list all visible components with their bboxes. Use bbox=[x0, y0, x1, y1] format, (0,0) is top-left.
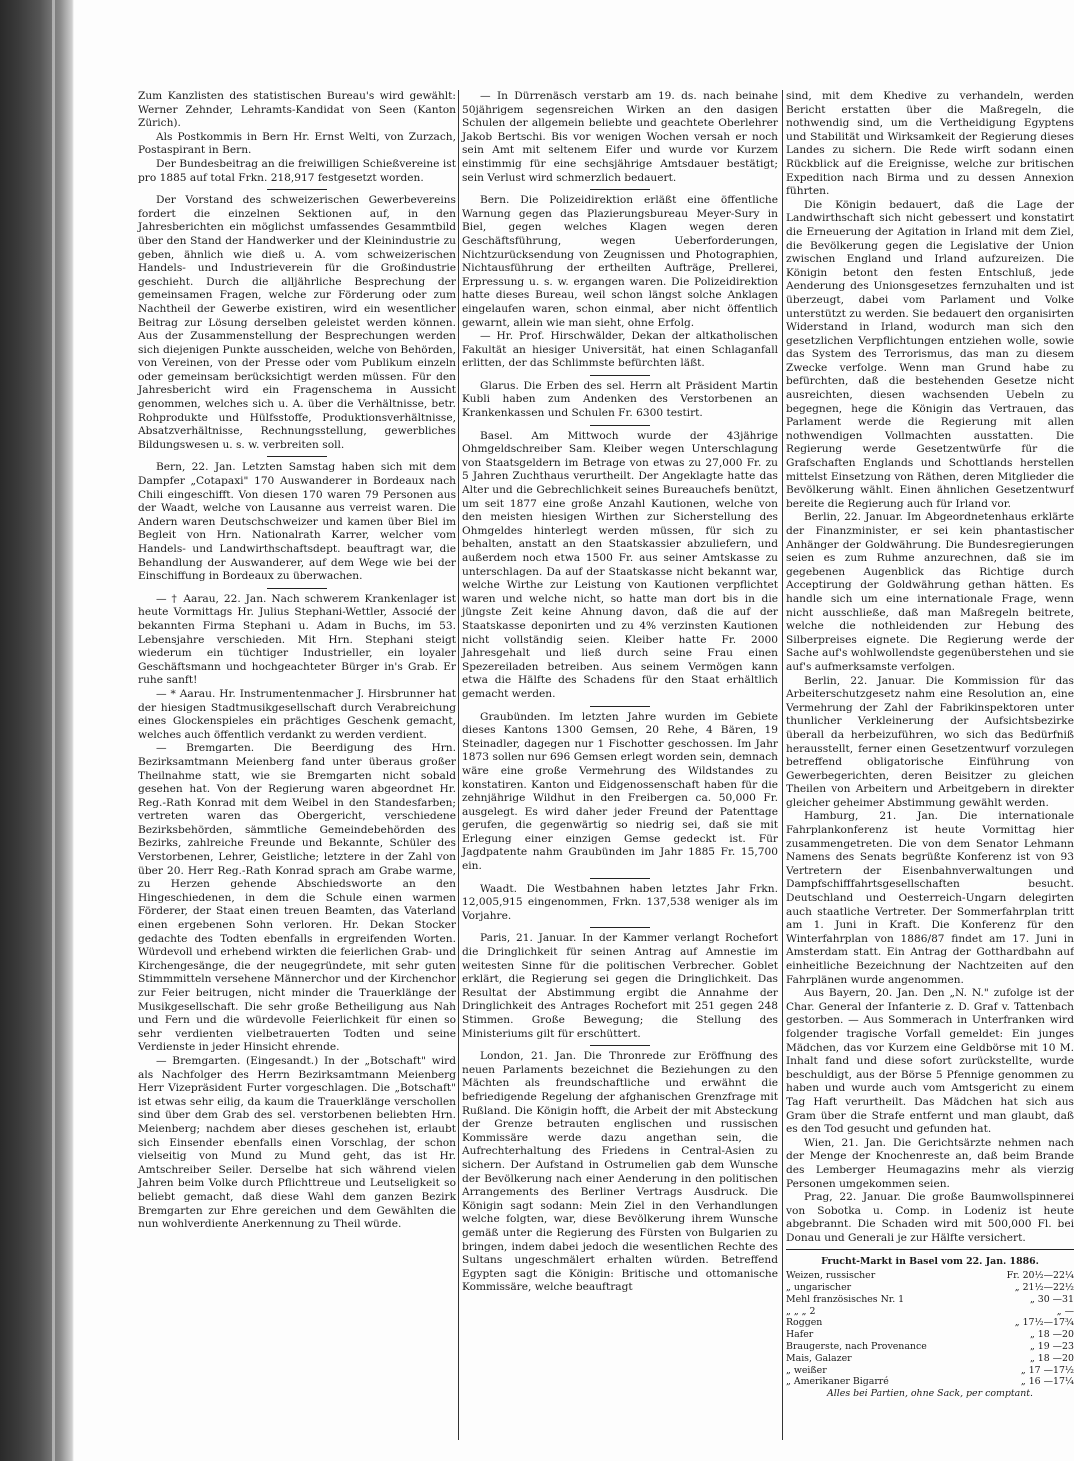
market-value: „ 21½—22½ bbox=[1014, 1282, 1074, 1294]
market-label: Braugerste, nach Provenance bbox=[786, 1341, 927, 1353]
article: Basel. Am Mittwoch wurde der 43jährige Ohmgeldschreiber Sam. Kleiber wegen Unterschlagung von Staatsgeldern im Betrage von etwas zu 27,000 Fr. zu 5 Jahren Zuchthaus verurtheilt. Der Angeklagte hatte das Alter und die Gebrechlichkeit seines Bureauchefs benützt, um seit 1877 eine große Anzahl Kautionen, welche von den meisten hiesigen Wirthen zur Sicherstellung des Ohmgeldes hinterlegt werden müssen, für sich zu behalten, anstatt an den Staatskassier abzuliefern, und außerdem noch etwa 1500 Fr. aus seiner Amtskasse zu unterschlagen. Da auf der Staatskasse nicht bekannt war, welche Wirthe zur Leistung von Kautionen verpflichtet waren und welche nicht, so hatte man dort bis in die jüngste Zeit keine Ahnung davon, daß die auf der Staatskasse deponirten und zu 4% verzinsten Kautionen nicht vollständig seien. Kleiber hatte Fr. 2000 Jahresgehalt und ließ durch seine Frau einen Spezereiladen betreiben. Aus seinem Vermögen kann etwa die Hälfte des Schadens für den Staat erhältlich gemacht werden. bbox=[462, 429, 778, 700]
separator bbox=[590, 189, 650, 190]
binding-edge bbox=[0, 0, 74, 1461]
market-label: „ weißer bbox=[786, 1364, 827, 1376]
table-row bbox=[786, 1282, 1074, 1294]
article: Der Vorstand des schweizerischen Gewerbevereins fordert die einzelnen Sektionen auf, in den Jahresberichten ein möglichst umfassendes Gesammtbild über den Stand der Handwerker und der Kleinindustrie zu geben, ähnlich wie dieß u. A. vom schweizerischen Handels- und Industrieverein für die Großindustrie geschieht. Durch die alljährliche Besprechung der gemeinsamen Fragen, welche zur Förderung oder zum Nachtheil der Gewerbe existiren, wird ein wesentlicher Beitrag zur Lösung derselben geleistet werden können. Aus der Zusammenstellung der Besprechungen werden sich diejenigen Punkte ausscheiden, welche von Behörden, von Vereinen, von der Presse oder vom Publikum einzeln oder gemeinsam berücksichtigt werden müssen. Für den Jahresbericht wird ein Fragenschema in Aussicht genommen, welches sich u. A. über die Verhältnisse, betr. Rohprodukte und Hülfsstoffe, Produktionsverhältnisse, Absatzverhältnisse, Rechnungsstellung, gewerbliches Bildungswesen u. s. w. verbreiten soll. bbox=[138, 194, 456, 451]
market-value: „ — bbox=[1056, 1305, 1074, 1317]
article: Aus Bayern, 20. Jan. Den „N. N." zufolge ist der Char. General der Infanterie z. D. Graf v. Tattenbach gestorben. — Aus Sommerach in Unterfranken wird folgender tragische Vorfall gemeldet: Ein junges Mädchen, das vor Kurzem eine Geldbörse mit 10 M. Inhalt fand und diese sofort zurückstellte, wurde beschuldigt, aus der Börse 5 Pfennige genommen zu haben und wurde auch vom Amtsgericht zu einem Tag Haft verurtheilt. Das Mädchen hat sich aus Gram über die Strafe entfernt und man glaubt, daß es den Tod gesucht und gefunden hat. bbox=[786, 987, 1074, 1136]
separator bbox=[267, 456, 327, 457]
column-3 bbox=[786, 90, 1074, 1460]
market-table bbox=[786, 1270, 1074, 1388]
separator bbox=[267, 588, 327, 589]
market-note: Alles bei Partien, ohne Sack, per comptant. bbox=[827, 1388, 1033, 1400]
market-value: Fr. 20½—22¼ bbox=[1006, 1270, 1074, 1282]
table-row bbox=[786, 1270, 1074, 1282]
newspaper-page bbox=[86, 72, 1074, 1457]
market-label: „ „ „ 2 bbox=[786, 1305, 816, 1317]
article: Wien, 21. Jan. Die Gerichtsärzte nehmen nach der Menge der Knochenreste an, daß beim Brande des Lemberger Heumagazins mehr als vierzig Personen umgekommen seien. bbox=[786, 1136, 1074, 1190]
market-value: „ 17½—17¾ bbox=[1014, 1317, 1074, 1329]
column-1 bbox=[138, 90, 456, 1460]
article: — Hr. Prof. Hirschwälder, Dekan der altkatholischen Fakultät an hiesiger Universität, hat einen Schlaganfall erlitten, der das Schlimmste befürchten läßt. bbox=[462, 330, 778, 370]
market-value: „ 16 —17¼ bbox=[1020, 1376, 1074, 1388]
article: Prag, 22. Januar. Die große Baumwollspinnerei von Sobotka u. Comp. in Lodeniz ist heute abgebrannt. Die Schaden wird mit 500,000 Fl. bei Donau und Generali je zur Hälfte versichert. bbox=[786, 1191, 1074, 1244]
article: — Bremgarten. Die Beerdigung des Hrn. Bezirksamtmann Meienberg fand unter überaus großer Theilnahme statt, wie sie Bremgarten nicht sobald gesehen hat. Von der Regierung waren abgeordnet Hr. Reg.-Rath Konrad mit dem Weibel in den Standesfarben; vertreten waren das Obergericht, verschiedene Bezirksbehörden, sämmtliche Gemeindebehörden des Bezirks, zahlreiche Freunde und Bekannte, Schüler des Verstorbenen, Lehrer, Geistliche; letztere in der Zahl von über 20. Herr Reg.-Rath Konrad sprach am Grabe warme, zu Herzen gehende Abschiedsworte an den Hingeschiedenen, in dem die Schule einen warmen Förderer, der Staat einen treuen Beamten, das Vaterland einen ergebenen Sohn verloren. Hr. Dekan Stocker gedachte des Todten ebenfalls in ergreifenden Worten. Würdevoll und erhebend wirkten die feierlichen Grab- und Kirchengesänge, die der neugegründete, mit sehr guten Stimmmitteln versehene Männerchor und der Kirchenchor zur Feier beitrugen, nicht minder die Trauerklänge der Musikgesellschaft. Die sehr große Betheiligung aus Nah und Fern und die würdevolle Feierlichkeit für einen so sehr verdienten vielbetrauerten Todten und seine Verdienste in jeder Hinsicht ehrende. bbox=[138, 742, 456, 1054]
article: Bern. Die Polizeidirektion erläßt eine öffentliche Warnung gegen das Plazierungsbureau Meyer-Sury in Biel, gegen welches Klagen wegen deren Geschäftsführung, wegen Ueberforderungen, Nichtzurücksendung von Zeugnissen und Photographien, Nichtausführung der ertheilten Aufträge, Prellerei, Erpressung u. s. w. ergangen waren. Die Polizeidirektion hatte dieses Bureau, weil schon längst solche Anklagen eingelaufen waren, schon einmal, aber nicht öffentlich gewarnt, allein wie man sieht, ohne Erfolg. bbox=[462, 194, 778, 329]
article: Graubünden. Im letzten Jahre wurden im Gebiete dieses Kantons 1300 Gemsen, 20 Rehe, 4 Bären, 19 Steinadler, dagegen nur 1 Fischotter geschossen. Im Jahr 1873 sollen nur 696 Gemsen erlegt worden sein, demnach wäre eine große Vermehrung des Wildstandes zu konstatiren. Kanton und Eidgenossenschaft haben für die zehnjährige Wildhut in den Freibergen ca. 50,000 Fr. ausgelegt. Es wird daher jeder Freund der Patenttage gerufen, die gegenwärtig so niedrig sei, daß sie mit Erlegung einer einzigen Gemse gedeckt ist. Für Jagdpatente nahm Graubünden im Jahr 1885 Fr. 15,700 ein. bbox=[462, 710, 778, 873]
table-row bbox=[786, 1317, 1074, 1329]
article: Der Bundesbeitrag an die freiwilligen Schießvereine ist pro 1885 auf total Frkn. 218,917 festgesetzt worden. bbox=[138, 157, 456, 184]
market-label: Roggen bbox=[786, 1317, 823, 1329]
separator bbox=[590, 425, 650, 426]
article: — † Aarau, 22. Jan. Nach schwerem Krankenlager ist heute Vormittags Hr. Julius Stephani-Wettler, Associé der bekannten Firma Stephani u. Adam in Buchs, im 53. Lebensjahre verschieden. Mit Hrn. Stephani steigt wiederum ein tüchtiger Industrieller, ein loyaler Geschäftsmann und hochgeachteter Bürger in's Grab. Er ruhe sanft! bbox=[138, 592, 456, 687]
market-value: „ 18 —20 bbox=[1029, 1329, 1074, 1341]
market-value: „ 17 —17½ bbox=[1020, 1364, 1074, 1376]
market-title: Frucht-Markt in Basel vom 22. Jan. 1886. bbox=[821, 1256, 1039, 1268]
market-label: Hafer bbox=[786, 1329, 814, 1341]
article: — In Dürrenäsch verstarb am 19. ds. nach beinahe 50jährigem segensreichen Wirken an den dasigen Schulen der allgemein beliebte und geachtete Oberlehrer Jakob Bertschi. Bis vor wenigen Wochen versah er noch sein Amt mit seltenem Eifer und wurde vor Kurzem einstimmig für eine sechsjährige Amtsdauer bestätigt; sein Verlust wird schmerzlich bedauert. bbox=[462, 90, 778, 184]
article: Die Königin bedauert, daß die Lage der Landwirthschaft sich nicht gebessert und konstatirt die Erneuerung der Agitation in Irland mit dem Ziel, die Bevölkerung gegen die Legislative der Union zwischen England und Irland aufzureizen. Die Königin betont den festen Entschluß, jede Aenderung des Unionsgesetzes fernzuhalten und ist überzeugt, dabei vom Parlament und Volke unterstützt zu werden. Sie bedauert den organisirten Widerstand in Irland, wodurch man sich den gesetzlichen Verpflichtungen entziehen wolle, sowie das System des Terrorismus, das man zu diesem Zwecke verfolge. Wenn man Grund habe zu befürchten, daß die bestehenden Gesetze nicht ausreichten, diesen wachsenden Uebeln zu begegnen, hege die Königin das Vertrauen, das Parlament werde die Regierung mit allen nothwendigen Vollmachten ausstatten. Die Regierung werde Gesetzentwürfe für die Grafschaften Englands und Schottlands herstellen mittelst Einsetzung von Räthen, deren Mitglieder die Bevölkerung wählt. Einen ähnlichen Gesetzentwurf bereite die Regierung auch für Irland vor. bbox=[786, 198, 1074, 510]
article: sind, mit dem Khedive zu verhandeln, werden Bericht erstatten über die Maßregeln, die nothwendig sind, um die Vertheidigung Egyptens und Stabilität und Wirksamkeit der Regierung dieses Landes zu sichern. Die Rede wirft sodann einen Rückblick auf die Ereignisse, welche zur britischen Expedition nach Birma und zu dessen Annexion führten. bbox=[786, 90, 1074, 198]
separator bbox=[267, 189, 327, 190]
article: Paris, 21. Januar. In der Kammer verlangt Rochefort die Dringlichkeit für seinen Antrag auf Amnestie im weitesten Sinne für die politischen Verbrecher. Goblet erklärt, die Regierung sei gegen die Dringlichkeit. Das Resultat der Abstimmung ergibt die Annahme der Dringlichkeit des Antrages Rochefort mit 251 gegen 248 Stimmen. Große Bewegung; die Stellung des Ministeriums gilt für erschüttert. bbox=[462, 932, 778, 1040]
article: Berlin, 22. Januar. Die Kommission für das Arbeiterschutzgesetz nahm eine Resolution an, eine Vermehrung der Zahl der Fabrikinspektoren unter thunlicher Verkleinerung der Aufsichtsbezirke überall da herbeizuführen, wo sich das Bedürfniß herausstellt, ferner einen Gesetzentwurf vorzulegen betreffend obligatorische Einführung von Gewerbegerichten, deren Beisitzer zu gleichen Theilen von Arbeitern und Arbeitgebern in direkter gleicher geheimer Abstimmung gewählt werden. bbox=[786, 674, 1074, 809]
market-label: Mehl französisches Nr. 1 bbox=[786, 1293, 905, 1305]
table-row bbox=[786, 1306, 1074, 1318]
article: — * Aarau. Hr. Instrumentenmacher J. Hirsbrunner hat der hiesigen Stadtmusikgesellschaft durch Verabreichung eines Glockenspieles ein prächtiges Geschenk gemacht, welches auch öffentlich verdankt zu werden verdient. bbox=[138, 687, 456, 741]
column-rule-2 bbox=[782, 90, 783, 1440]
binding-strip bbox=[52, 0, 55, 1461]
market-label: „ ungarischer bbox=[786, 1282, 852, 1294]
article: Bern, 22. Jan. Letzten Samstag haben sich mit dem Dampfer „Cotapaxi" 170 Auswanderer in Bordeaux nach Chili eingeschifft. Von diesen 170 waren 79 Personen aus der Waadt, welche von Lausanne aus verreist waren. Die Andern waren Deutschschweizer und kamen über Biel im Begleit von Hrn. Nationalrath Karrer, welcher vom Handels- und Landwirthschaftsdept. beauftragt war, die Behandlung der Auswanderer, auf dem Wege wie bei der Einschiffung in Bordeaux zu überwachen. bbox=[138, 461, 456, 583]
table-row bbox=[786, 1376, 1074, 1388]
table-row bbox=[786, 1365, 1074, 1377]
market-value: „ 19 —23 bbox=[1029, 1341, 1074, 1353]
article: Zum Kanzlisten des statistischen Bureau's wird gewählt: Werner Zehnder, Lehramts-Kandidat von Seen (Kanton Zürich). bbox=[138, 90, 456, 130]
market-label: Weizen, russischer bbox=[786, 1270, 876, 1282]
market-label: „ Amerikaner Bigarré bbox=[786, 1376, 889, 1388]
table-row bbox=[786, 1294, 1074, 1306]
separator bbox=[590, 1045, 650, 1046]
article: Waadt. Die Westbahnen haben letztes Jahr Frkn. 12,005,915 eingenommen, Frkn. 137,538 weniger als im Vorjahre. bbox=[462, 882, 778, 922]
column-rule-1 bbox=[458, 90, 459, 1440]
table-row bbox=[786, 1341, 1074, 1353]
separator bbox=[590, 375, 650, 376]
separator bbox=[590, 927, 650, 928]
article: Glarus. Die Erben des sel. Herrn alt Präsident Martin Kubli haben zum Andenken des Verstorbenen an Krankenkassen und Schulen Fr. 6300 testirt. bbox=[462, 379, 778, 420]
market-value: „ 30 —31 bbox=[1029, 1293, 1074, 1305]
separator bbox=[786, 1249, 1074, 1250]
article: Hamburg, 21. Jan. Die internationale Fahrplankonferenz ist heute Vormittag hier zusammengetreten. Die von dem Senator Lehmann Namens des Senats begrüßte Konferenz ist von 93 Vertretern der Eisenbahnverwaltungen und Dampfschifffahrtsgesellschaften besucht. Deutschland und Oesterreich-Ungarn delegirten auch staatliche Vertreter. Der Sommerfahrplan tritt am 1. Juni in Kraft. Die Konferenz für den Winterfahrplan von 1886/87 findet am 17. Juni in Amsterdam statt. Ein Antrag der Gotthardbahn auf einheitliche Bezeichnung der Nachtzeiten auf den Fahrplänen wurde angenommen. bbox=[786, 810, 1074, 986]
article: Als Postkommis in Bern Hr. Ernst Welti, von Zurzach, Postaspirant in Bern. bbox=[138, 130, 456, 157]
separator bbox=[590, 878, 650, 879]
market-report bbox=[786, 1256, 1074, 1400]
column-2 bbox=[462, 90, 778, 1460]
article: — Bremgarten. (Eingesandt.) In der „Botschaft" wird als Nachfolger des Herrn Bezirksamtmann Meienberg Herr Vizepräsident Furter vorgeschlagen. Die „Botschaft" ist etwas sehr eilig, da kaum die Trauerklänge verschollen sind über dem Grab des sel. verstorbenen beliebten Hrn. Meienberg; nachdem aber dieses geschehen ist, erlaubt sich Einsender ebenfalls einen Vorschlag, der schon vielseitig von Mund zu Mund geht, das ist Hr. Amtschreiber Seiler. Derselbe hat sich während vielen Jahren beim Volke durch Pflichttreue und Leutseligkeit so beliebt gemacht, daß diese Wahl dem ganzen Bezirk Bremgarten zur Ehre gereichen und dem Gewählten die nun wohlverdiente Anerkennung zu Theil würde. bbox=[138, 1054, 456, 1231]
article: London, 21. Jan. Die Thronrede zur Eröffnung des neuen Parlaments bezeichnet die Beziehungen zu den Mächten als freundschaftliche und erwähnt die befriedigende Regelung der afghanischen Grenzfrage mit Rußland. Die Königin hofft, die Arbeit der mit Absteckung der Grenze betrauten englischen und russischen Kommissäre werde dazu angethan sein, die Aufrechterhaltung des Friedens in Central-Asien zu sichern. Der Aufstand in Ostrumelien gab dem Wunsche der Bevölkerung nach einer Aenderung in den politischen Arrangements des Berliner Vertrags Ausdruck. Die Königin sagt sodann: Mein Ziel in den Verhandlungen welche folgten, war, diese Bevölkerung ihrem Wunsche gemäß unter die Regierung des Fürsten von Bulgarien zu bringen, indem dabei jedoch die wesentlichen Rechte des Sultans ungeschmälert erhalten würden. Betreffend Egypten sagt die Königin: Britische und ottomanische Kommissäre, welche beauftragt bbox=[462, 1050, 778, 1294]
market-label: Mais, Galazer bbox=[786, 1352, 852, 1364]
table-row bbox=[786, 1329, 1074, 1341]
separator bbox=[590, 706, 650, 707]
article: Berlin, 22. Januar. Im Abgeordnetenhaus erklärte der Finanzminister, er sei kein phantastischer Anhänger der Goldwährung. Die Bundesregierungen seien es zum Ruhme anzurechnen, daß sie im gegebenen Augenblick das Richtige durch Acceptirung der Goldwährung gethan hätten. Es handle sich um eine internationale Frage, wenn nicht ausschließe, daß man Maßregeln beitrete, welche die nothleidenden zur Hebung des Silberpreises eignete. Die Regierung werde der Sache auf's wohlwollendste gegenüberstehen und sie auf's aufmerksamste verfolgen. bbox=[786, 511, 1074, 673]
table-row bbox=[786, 1353, 1074, 1365]
market-value: „ 18 —20 bbox=[1029, 1352, 1074, 1364]
